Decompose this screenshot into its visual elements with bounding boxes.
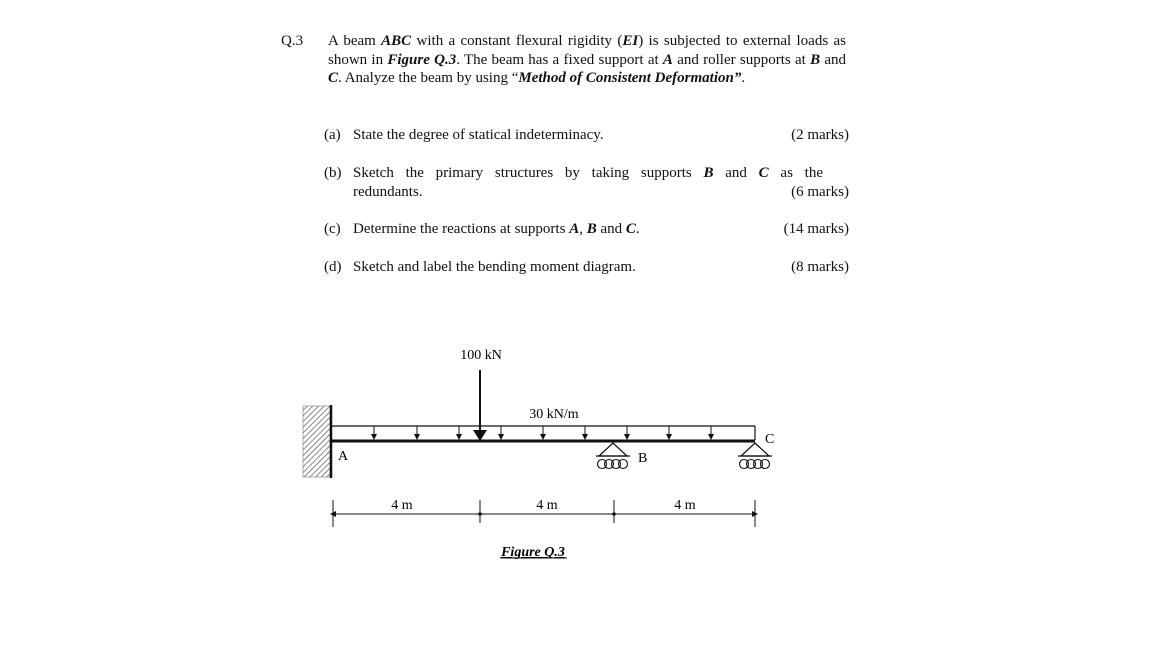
part-a-marks: (2 marks)	[791, 127, 849, 143]
part-d-label: (d)	[324, 259, 342, 275]
udl-arrowhead	[624, 434, 630, 440]
part-d-marks: (8 marks)	[791, 259, 849, 275]
label-a: A	[338, 449, 349, 464]
part-b-label: (b)	[324, 165, 342, 181]
part-d-text: Sketch and label the bending moment diagram.	[353, 259, 636, 275]
point-load-arrowhead	[473, 430, 487, 441]
point-load-label: 100 kN	[460, 348, 502, 363]
part-c-label: (c)	[324, 221, 341, 237]
label-b: B	[638, 451, 648, 466]
label-c: C	[765, 432, 775, 447]
span-ab-2: 4 m	[536, 498, 558, 513]
span-ab-1: 4 m	[391, 498, 413, 513]
roller-support-b	[596, 443, 630, 469]
fixed-support-hatch	[303, 406, 330, 477]
udl-arrowhead	[414, 434, 420, 440]
udl-arrowhead	[498, 434, 504, 440]
part-c-text: Determine the reactions at supports A, B and C.	[353, 221, 640, 237]
udl-arrowhead	[540, 434, 546, 440]
udl-arrowhead	[708, 434, 714, 440]
part-a-text: State the degree of statical indeterminacy.	[353, 127, 604, 143]
question-intro: A beam ABC with a constant flexural rigidity (EI) is subjected to external loads as shown in Figure Q.3. The beam has a fixed support at A and roller supports at B and C. Analyze the beam by using “Method of Consistent Deformation”.	[328, 33, 846, 86]
udl-arrowhead	[456, 434, 462, 440]
udl-label: 30 kN/m	[529, 407, 579, 422]
udl-arrows	[371, 426, 714, 440]
udl-arrowhead	[582, 434, 588, 440]
part-b-marks: (6 marks)	[791, 183, 849, 200]
span-bc: 4 m	[674, 498, 696, 513]
part-a-label: (a)	[324, 127, 341, 143]
part-b-text-line2: redundants.	[353, 183, 423, 200]
udl-arrowhead	[666, 434, 672, 440]
figure-caption: Figure Q.3	[501, 545, 565, 560]
part-b-text: Sketch the primary structures by taking supports B and C as the	[353, 165, 823, 181]
udl-arrowhead	[371, 434, 377, 440]
part-c-marks: (14 marks)	[783, 221, 849, 237]
question-number: Q.3	[281, 33, 304, 49]
